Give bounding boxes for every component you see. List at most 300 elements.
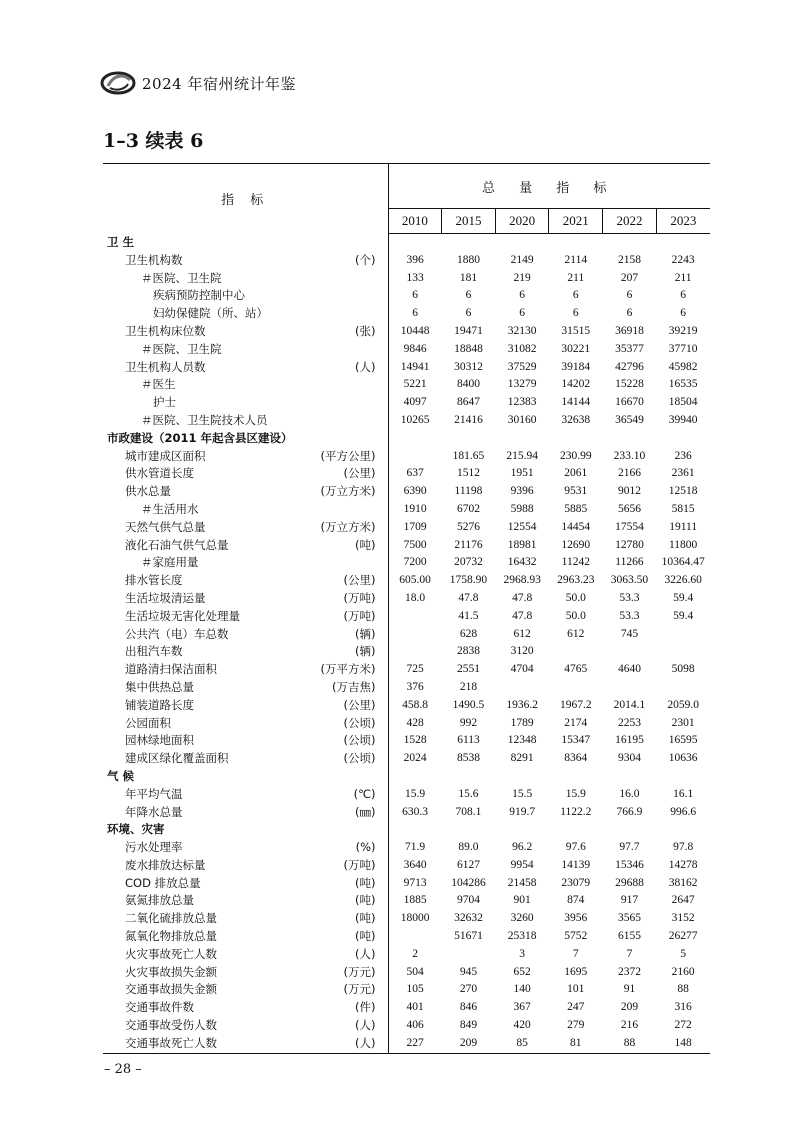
- indicator-cell: [103, 341, 388, 359]
- indicator-cell: [103, 1035, 388, 1053]
- value-cell-2020: 9396: [510, 485, 534, 498]
- indicator-label: ＃医院、卫生院技术人员: [141, 412, 268, 427]
- value-cell-2023: 3152: [671, 912, 695, 925]
- table-row: [103, 715, 710, 733]
- value-cell-2020: 367: [513, 1001, 531, 1014]
- value-cell-2020: 47.8: [512, 609, 533, 622]
- table-row: [103, 643, 710, 661]
- value-cell-2015: 11198: [454, 485, 483, 498]
- value-cell-2015: [442, 946, 496, 964]
- value-cell-2010: [388, 643, 442, 661]
- indicator-label: 供水总量: [125, 484, 171, 499]
- value-cell-2010: 401: [406, 1001, 424, 1014]
- value-cell-2021: 39184: [561, 360, 591, 373]
- indicator-cell: [103, 465, 388, 483]
- indicator-cell: [103, 946, 388, 964]
- unit-label: (万吨): [343, 857, 376, 872]
- value-cell-2010: [388, 430, 442, 448]
- table-row: [103, 323, 710, 341]
- indicator-label: 液化石油气供气总量: [125, 537, 229, 552]
- value-cell-2010: 1885: [403, 894, 427, 907]
- table-row: [103, 394, 710, 412]
- indicator-cell: [103, 643, 388, 661]
- table-row: [103, 786, 710, 804]
- unit-label: (吨): [355, 537, 376, 552]
- indicator-cell: [103, 359, 388, 377]
- unit-label: (吨): [355, 893, 376, 908]
- value-cell-2022: 233.10: [613, 449, 646, 462]
- section-row: [103, 768, 710, 786]
- value-cell-2010: 396: [406, 253, 424, 266]
- value-cell-2021: [549, 679, 603, 697]
- table-row: [103, 661, 710, 679]
- value-cell-2022: 15228: [615, 378, 644, 391]
- table-row: [103, 946, 710, 964]
- value-cell-2021: [549, 768, 603, 786]
- indicator-cell: [103, 697, 388, 715]
- value-cell-2023: 6: [680, 307, 687, 320]
- indicator-label: 年降水总量: [125, 804, 183, 819]
- year-header-2015: 2015: [442, 209, 496, 234]
- value-cell-2023: 996.6: [670, 805, 697, 818]
- value-cell-2010: 2024: [403, 752, 427, 765]
- value-cell-2023: 272: [674, 1019, 692, 1032]
- value-cell-2020: 85: [495, 1035, 549, 1053]
- value-cell-2020: 420: [513, 1019, 531, 1032]
- value-cell-2022: 3565: [617, 912, 641, 925]
- value-cell-2023: [656, 643, 710, 661]
- value-cell-2023: 59.4: [673, 609, 694, 622]
- value-cell-2021: 50.0: [565, 591, 586, 604]
- indicator-label: ＃生活用水: [141, 501, 199, 516]
- value-cell-2010: 9713: [403, 876, 427, 889]
- value-cell-2023: 39940: [668, 413, 698, 426]
- value-cell-2022: 2253: [617, 716, 641, 729]
- value-cell-2022: 745: [620, 627, 639, 640]
- indicator-label: 建成区绿化覆盖面积: [125, 751, 229, 766]
- value-cell-2015: 209: [442, 1035, 496, 1053]
- indicator-label: 公共汽（电）车总数: [125, 626, 229, 641]
- value-cell-2010: 3640: [403, 858, 427, 871]
- value-cell-2021: 7: [572, 947, 579, 960]
- indicator-label: 环境、灾害: [107, 822, 165, 837]
- indicator-cell: [103, 732, 388, 750]
- value-cell-2023: 211: [674, 271, 692, 284]
- value-cell-2020: 16432: [507, 556, 537, 569]
- indicator-cell: [103, 554, 388, 572]
- value-cell-2022: 6: [626, 289, 633, 302]
- value-cell-2022: 29688: [615, 876, 644, 889]
- value-cell-2023: 2160: [671, 965, 695, 978]
- value-cell-2015: 2551: [456, 663, 480, 676]
- indicator-label: 生活垃圾无害化处理量: [125, 608, 240, 623]
- value-cell-2023: 3226.60: [664, 574, 702, 587]
- indicator-label: 卫生机构数: [125, 252, 183, 267]
- page-number: – 28 –: [104, 1062, 142, 1077]
- indicator-label: 火灾事故死亡人数: [125, 946, 217, 961]
- value-cell-2022: 2166: [617, 467, 641, 480]
- value-cell-2015: 8400: [456, 378, 480, 391]
- value-cell-2022: [603, 643, 657, 661]
- table-row: [103, 483, 710, 501]
- value-cell-2021: 2114: [564, 253, 588, 266]
- indicator-label: 污水处理率: [125, 840, 183, 855]
- value-cell-2015: [442, 234, 496, 252]
- indicator-cell: [103, 448, 388, 466]
- value-cell-2020: 37529: [507, 360, 537, 373]
- unit-label: (人): [355, 1035, 376, 1050]
- unit-label: (℃): [353, 786, 376, 801]
- unit-label: (%): [355, 840, 376, 855]
- indicator-label: COD 排放总量: [125, 875, 201, 890]
- value-cell-2010: [388, 768, 442, 786]
- value-cell-2010: 458.8: [402, 698, 429, 711]
- value-cell-2022: 35377: [615, 342, 644, 355]
- value-cell-2020: 12383: [507, 396, 537, 409]
- value-cell-2021: 279: [567, 1019, 585, 1032]
- value-cell-2021: 2963.23: [557, 574, 595, 587]
- value-cell-2020: 6: [519, 289, 526, 302]
- value-cell-2021: [549, 430, 603, 448]
- table-row: [103, 964, 710, 982]
- value-cell-2020: [495, 430, 549, 448]
- value-cell-2020: 140: [513, 983, 531, 996]
- year-header-2023: 2023: [656, 209, 710, 234]
- table-row: [103, 519, 710, 537]
- table-row: [103, 359, 710, 377]
- value-cell-2015: 708.1: [455, 805, 482, 818]
- value-cell-2015: 19471: [454, 324, 483, 337]
- value-cell-2015: 6113: [457, 734, 480, 747]
- value-cell-2010: 227: [388, 1035, 442, 1053]
- value-cell-2015: [442, 768, 496, 786]
- table-row: [103, 501, 710, 519]
- indicator-cell: [103, 804, 388, 822]
- value-cell-2020: 47.8: [512, 591, 533, 604]
- unit-label: (吨): [355, 875, 376, 890]
- value-cell-2020: 31082: [507, 342, 537, 355]
- unit-label: (㎜): [355, 804, 376, 819]
- value-cell-2023: 5815: [671, 502, 695, 515]
- value-cell-2020: 215.94: [506, 449, 538, 462]
- value-cell-2010: 6390: [403, 485, 427, 498]
- value-cell-2021: 230.99: [559, 449, 592, 462]
- indicator-cell: [103, 910, 388, 928]
- value-cell-2010: 18000: [400, 912, 430, 925]
- value-cell-2022: 11266: [615, 556, 644, 569]
- table-body: [103, 234, 710, 1054]
- unit-label: (人): [355, 1018, 376, 1033]
- indicator-cell: [103, 430, 388, 448]
- value-cell-2015: 6: [465, 307, 472, 320]
- indicator-label: 公园面积: [125, 715, 171, 730]
- indicator-cell: [103, 626, 388, 644]
- value-cell-2015: 30312: [454, 360, 483, 373]
- table-row: [103, 590, 710, 608]
- value-cell-2010: 725: [406, 663, 424, 676]
- year-header-2022: 2022: [603, 209, 657, 234]
- value-cell-2023: 236: [674, 449, 692, 462]
- value-cell-2023: [656, 234, 710, 252]
- value-cell-2015: 181: [459, 271, 478, 284]
- indicator-cell: [103, 1017, 388, 1035]
- value-cell-2022: [603, 430, 657, 448]
- value-cell-2020: 1951: [510, 467, 534, 480]
- year-header-2020: 2020: [495, 209, 549, 234]
- unit-label: (万吉焦): [332, 679, 376, 694]
- value-cell-2022: 2158: [617, 253, 641, 266]
- indicator-label: 妇幼保健院（所、站）: [153, 306, 268, 321]
- value-cell-2010: 5221: [403, 378, 427, 391]
- value-cell-2023: 10364.47: [661, 556, 705, 569]
- value-cell-2010: 14941: [400, 360, 430, 373]
- unit-label: (公里): [343, 697, 376, 712]
- value-cell-2021: 211: [567, 271, 585, 284]
- indicator-cell: [103, 928, 388, 946]
- indicator-cell: [103, 234, 388, 252]
- value-cell-2010: 105: [406, 983, 424, 996]
- indicator-label: 交通事故件数: [125, 1000, 194, 1015]
- value-cell-2020: 5988: [510, 502, 534, 515]
- table-row: [103, 910, 710, 928]
- indicator-cell: [103, 376, 388, 394]
- value-cell-2022: 36549: [615, 413, 644, 426]
- section-row: [103, 234, 710, 252]
- value-cell-2021: [549, 821, 603, 839]
- value-cell-2015: 21176: [454, 538, 483, 551]
- indicator-label: 铺装道路长度: [125, 697, 194, 712]
- indicator-cell: [103, 821, 388, 839]
- value-cell-2021: 23079: [561, 876, 591, 889]
- value-cell-2020: 612: [513, 627, 531, 640]
- value-cell-2010: [388, 448, 442, 466]
- indicator-label: 卫生机构床位数: [125, 323, 206, 338]
- value-cell-2023: 45982: [668, 360, 698, 373]
- value-cell-2021: 5752: [564, 930, 588, 943]
- value-cell-2010: 18.0: [405, 591, 426, 604]
- indicator-label: 道路清扫保洁面积: [125, 662, 217, 677]
- value-cell-2023: 18504: [668, 396, 698, 409]
- value-cell-2015: 628: [459, 627, 478, 640]
- value-cell-2020: 1936.2: [506, 698, 538, 711]
- value-cell-2022: 209: [620, 1001, 639, 1014]
- value-cell-2020: 3120: [510, 645, 534, 658]
- value-cell-2021: 14144: [561, 396, 591, 409]
- indicator-label: 供水管道长度: [125, 466, 194, 481]
- table-row: [103, 1035, 710, 1053]
- table-row: [103, 750, 710, 768]
- indicator-label: ＃医院、卫生院: [141, 270, 222, 285]
- value-cell-2021: 2061: [564, 467, 588, 480]
- indicator-label: ＃医院、卫生院: [141, 341, 222, 356]
- indicator-label: 交通事故损失金额: [125, 982, 217, 997]
- value-cell-2010: [388, 626, 442, 644]
- value-cell-2015: 89.0: [458, 841, 479, 854]
- value-cell-2022: 207: [620, 271, 639, 284]
- value-cell-2015: 6: [465, 289, 472, 302]
- value-cell-2015: 2838: [456, 645, 480, 658]
- value-cell-2023: 38162: [668, 876, 698, 889]
- value-cell-2010: 6: [412, 289, 418, 302]
- indicator-label: 卫 生: [107, 234, 135, 249]
- value-cell-2023: 2243: [671, 253, 695, 266]
- value-cell-2023: 16535: [668, 378, 698, 391]
- value-cell-2022: 53.3: [619, 609, 640, 622]
- table-row: [103, 857, 710, 875]
- indicator-cell: [103, 999, 388, 1017]
- indicator-label: 排水管长度: [125, 573, 183, 588]
- indicator-cell: [103, 394, 388, 412]
- value-cell-2010: 637: [406, 467, 424, 480]
- value-cell-2010: 1910: [403, 502, 427, 515]
- value-cell-2023: 14278: [668, 858, 698, 871]
- value-cell-2015: 21416: [454, 413, 483, 426]
- value-cell-2015: 6127: [456, 858, 480, 871]
- value-cell-2021: 2174: [564, 716, 588, 729]
- value-cell-2015: [442, 430, 496, 448]
- value-cell-2015: 104286: [451, 876, 486, 889]
- value-cell-2010: 9846: [403, 342, 427, 355]
- value-cell-2020: 901: [513, 894, 531, 907]
- value-cell-2015: 32632: [454, 912, 483, 925]
- value-cell-2010: 406: [406, 1019, 424, 1032]
- value-cell-2021: 1967.2: [559, 698, 592, 711]
- value-cell-2022: 88: [603, 1035, 657, 1053]
- table-row: [103, 465, 710, 483]
- table-row: [103, 1017, 710, 1035]
- value-cell-2015: 51671: [454, 930, 483, 943]
- indicator-cell: [103, 270, 388, 288]
- indicator-label: 护士: [153, 395, 176, 410]
- value-cell-2021: 3956: [564, 912, 588, 925]
- value-cell-2010: [388, 608, 442, 626]
- value-cell-2021: 15347: [561, 734, 591, 747]
- value-cell-2022: 4640: [617, 663, 641, 676]
- value-cell-2010: 71.9: [405, 841, 426, 854]
- table-row: [103, 554, 710, 572]
- value-cell-2023: 5098: [671, 663, 695, 676]
- indicator-label: 市政建设（2011 年起含县区建设）: [107, 430, 293, 445]
- indicator-cell: [103, 786, 388, 804]
- value-cell-2020: 32130: [507, 324, 537, 337]
- value-cell-2022: [603, 679, 657, 697]
- unit-label: (万吨): [343, 590, 376, 605]
- value-cell-2010: 15.9: [405, 787, 426, 800]
- yearbook-title: 2024 年宿州统计年鉴: [142, 74, 296, 93]
- statistics-table: [103, 163, 710, 1054]
- indicator-column-header: 指 标: [103, 164, 388, 234]
- value-cell-2010: 630.3: [402, 805, 429, 818]
- unit-label: (吨): [355, 911, 376, 926]
- table-row: [103, 608, 710, 626]
- value-cell-2010: 7500: [403, 538, 427, 551]
- value-cell-2020: 15.5: [512, 787, 533, 800]
- value-cell-2022: 53.3: [619, 591, 640, 604]
- unit-label: (平方公里): [320, 448, 376, 463]
- table-row: [103, 376, 710, 394]
- table-row: [103, 928, 710, 946]
- value-cell-2015: 1512: [456, 467, 480, 480]
- indicator-cell: [103, 750, 388, 768]
- value-cell-2015: 849: [459, 1019, 478, 1032]
- value-cell-2015: 1490.5: [452, 698, 485, 711]
- value-cell-2021: 247: [567, 1001, 585, 1014]
- value-cell-2020: 96.2: [512, 841, 533, 854]
- value-cell-2023: 11800: [668, 538, 698, 551]
- value-cell-2022: [603, 234, 657, 252]
- value-cell-2020: 3: [519, 947, 526, 960]
- value-cell-2015: 992: [459, 716, 478, 729]
- value-cell-2010: 10265: [400, 413, 430, 426]
- value-cell-2015: 1880: [456, 253, 480, 266]
- value-cell-2010: 605.00: [399, 574, 431, 587]
- value-cell-2023: [656, 768, 710, 786]
- indicator-cell: [103, 252, 388, 270]
- indicator-cell: [103, 768, 388, 786]
- indicator-cell: [103, 892, 388, 910]
- value-cell-2020: [495, 821, 549, 839]
- value-cell-2010: 1528: [403, 734, 427, 747]
- value-cell-2023: 2361: [671, 467, 695, 480]
- indicator-label: 卫生机构人员数: [125, 359, 206, 374]
- unit-label: (公顷): [343, 751, 376, 766]
- table-row: [103, 287, 710, 305]
- indicator-cell: [103, 981, 388, 999]
- unit-label: (件): [355, 1000, 376, 1015]
- value-cell-2023: 12518: [668, 485, 698, 498]
- indicator-cell: [103, 715, 388, 733]
- value-cell-2022: [603, 768, 657, 786]
- value-cell-2022: 91: [623, 983, 636, 996]
- indicator-cell: [103, 590, 388, 608]
- value-cell-2015: 270: [459, 983, 478, 996]
- indicator-cell: [103, 964, 388, 982]
- value-cell-2020: 652: [513, 965, 531, 978]
- indicator-cell: [103, 501, 388, 519]
- page-header: [100, 68, 296, 98]
- value-cell-2020: 1789: [510, 716, 534, 729]
- yearbook-logo-icon: [100, 70, 136, 96]
- total-indicators-header: 总 量 指 标: [388, 164, 710, 209]
- indicator-cell: [103, 483, 388, 501]
- table-row: [103, 537, 710, 555]
- table-row: [103, 341, 710, 359]
- value-cell-2022: 766.9: [616, 805, 643, 818]
- value-cell-2020: 25318: [507, 930, 537, 943]
- value-cell-2023: 37710: [668, 342, 698, 355]
- value-cell-2020: [495, 679, 549, 697]
- unit-label: (公顷): [343, 733, 376, 748]
- indicator-cell: [103, 412, 388, 430]
- value-cell-2010: 428: [406, 716, 424, 729]
- value-cell-2023: 10636: [668, 752, 698, 765]
- unit-label: (辆): [355, 626, 376, 641]
- value-cell-2021: 8364: [564, 752, 588, 765]
- table-row: [103, 981, 710, 999]
- indicator-cell: [103, 857, 388, 875]
- unit-label: (吨): [355, 929, 376, 944]
- table-title: 1–3 续表 6: [103, 130, 204, 152]
- value-cell-2022: 36918: [615, 324, 644, 337]
- unit-label: (公里): [343, 573, 376, 588]
- value-cell-2022: 5656: [617, 502, 641, 515]
- table-row: [103, 679, 710, 697]
- value-cell-2023: 2647: [671, 894, 695, 907]
- value-cell-2021: 612: [567, 627, 585, 640]
- value-cell-2010: [388, 821, 442, 839]
- value-cell-2021: 5885: [564, 502, 588, 515]
- indicator-cell: [103, 608, 388, 626]
